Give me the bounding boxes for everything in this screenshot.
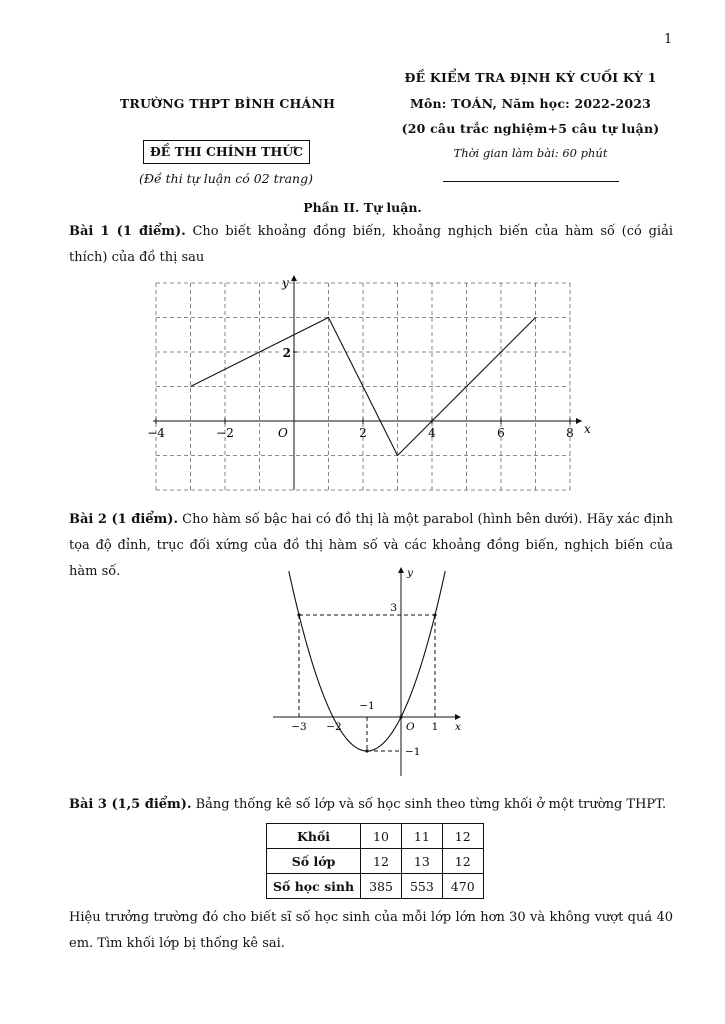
chart-2-axes (273, 567, 461, 776)
problem-3-label: Bài 3 (1,5 điểm). (69, 797, 192, 812)
table-cell: 13 (401, 849, 442, 874)
y-axis-arrow (398, 567, 404, 573)
exam-title: ĐỀ KIỂM TRA ĐỊNH KỲ CUỐI KỲ 1 (404, 70, 657, 85)
y-axis-label: y (282, 276, 289, 290)
table-row (267, 824, 484, 849)
chart-1-axes (153, 275, 591, 490)
x-tick-label: 6 (497, 426, 505, 440)
x-tick-label: −2 (216, 426, 234, 440)
problem-1-text: Cho biết khoảng đồng biến, khoảng nghịch biến của hàm số (có giải thích) của đồ thị sau (69, 224, 673, 265)
origin-point (399, 715, 402, 718)
problem-1-label: Bài 1 (1 điểm). (69, 224, 186, 239)
school-name: TRƯỜNG THPT BÌNH CHÁNH (119, 96, 336, 111)
y-axis-label: y (407, 567, 413, 579)
table-cell: 12 (361, 849, 402, 874)
table-cell: 10 (361, 824, 402, 849)
origin-label: O (278, 426, 288, 440)
x-axis-label: x (584, 422, 591, 436)
y-axis-arrow (291, 275, 297, 281)
table-cell: 553 (401, 874, 442, 899)
table-cell: 12 (442, 849, 483, 874)
official-exam-box: ĐỀ THI CHÍNH THỨC (143, 140, 310, 164)
row-header: Khối (267, 824, 361, 849)
exam-structure: (20 câu trắc nghiệm+5 câu tự luận) (401, 121, 660, 136)
page-number: 1 (664, 32, 673, 47)
x-axis-arrow (455, 714, 461, 720)
y-label: −1 (405, 746, 421, 758)
table-cell: 385 (361, 874, 402, 899)
marked-point (297, 613, 300, 616)
problem-3-question: Hiệu trưởng trường đó cho biết sĩ số học sinh của mỗi lớp lớn hơn 30 và không vượt quá 40 em. Tìm khối lớp bị thống kê sai. (69, 910, 673, 951)
row-header: Số lớp (267, 849, 361, 874)
marked-point (433, 613, 436, 616)
x-tick-label: −4 (147, 426, 165, 440)
problem-2-text: Cho hàm số bậc hai có đồ thị là một parabol (hình bên dưới). Hãy xác định tọa độ đỉnh, trục đối xứng của đồ thị hàm số và các khoảng đồng biến, nghịch biến của hàm số. (69, 512, 673, 579)
table-cell: 470 (442, 874, 483, 899)
marked-point (365, 749, 368, 752)
table-cell: 11 (401, 824, 442, 849)
chart-2 (265, 562, 475, 780)
chart-1-ticks (147, 345, 574, 440)
statistics-table (266, 823, 484, 899)
x-label: −3 (291, 721, 307, 733)
problem-2-label: Bài 2 (1 điểm). (69, 512, 178, 527)
table-row (267, 874, 484, 899)
origin-label: O (406, 721, 415, 733)
x-tick-label: 2 (359, 426, 367, 440)
chart-1 (140, 272, 595, 497)
row-header: Số học sinh (267, 874, 361, 899)
section-title: Phần II. Tự luận. (303, 200, 422, 215)
x-tick-label: 4 (428, 426, 436, 440)
x-label: −1 (359, 700, 375, 712)
x-label: −2 (326, 721, 342, 733)
x-axis-label: x (455, 721, 461, 733)
x-label: 1 (431, 721, 439, 733)
table-row (267, 849, 484, 874)
y-tick-label: 2 (282, 346, 291, 360)
subject-year: Môn: TOÁN, Năm học: 2022-2023 (409, 96, 652, 111)
y-label: 3 (390, 602, 397, 614)
problem-1 (69, 219, 673, 271)
x-axis-arrow (576, 418, 582, 424)
header-rule (443, 181, 619, 182)
problem-3-text: Bảng thống kê số lớp và số học sinh theo từng khối ở một trường THPT. (191, 797, 667, 812)
table-cell: 12 (442, 824, 483, 849)
chart-2-labels (291, 567, 461, 758)
time-note: Thời gian làm bài: 60 phút (453, 146, 608, 160)
pages-note: (Đề thi tự luận có 02 trang) (138, 171, 313, 186)
x-tick-label: 8 (566, 426, 574, 440)
problem-3 (69, 792, 673, 818)
